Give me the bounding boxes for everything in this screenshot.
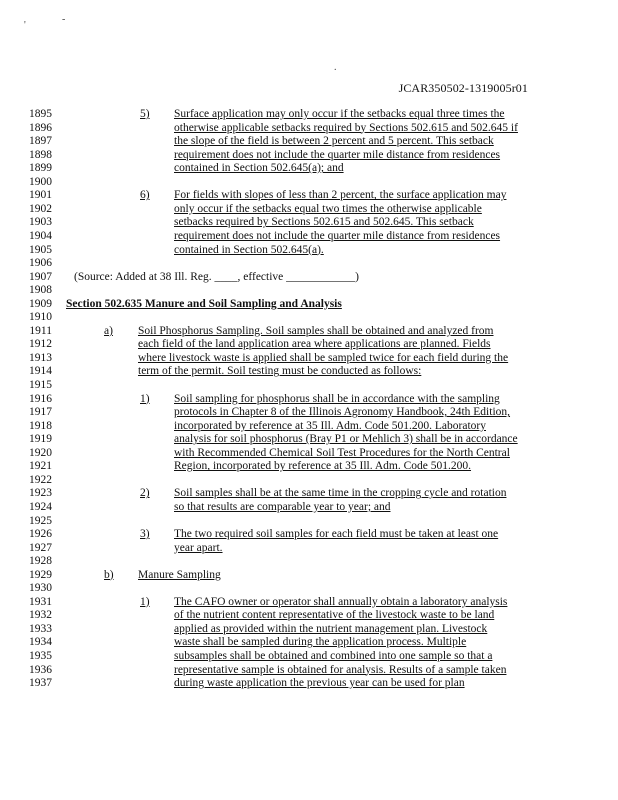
line-number: 1930 bbox=[29, 582, 52, 595]
line-number: 1906 bbox=[29, 257, 52, 270]
line-number: 1910 bbox=[29, 311, 52, 324]
line-number: 1905 bbox=[29, 243, 52, 256]
line-number: 1901 bbox=[29, 189, 52, 202]
line-text: requirement does not include the quarter mile distance from residences bbox=[174, 148, 501, 161]
document-line bbox=[0, 650, 618, 663]
scan-mark: - bbox=[62, 14, 66, 25]
line-text: Region, incorporated by reference at 35 Ill. Adm. Code 501.200. bbox=[174, 460, 472, 473]
line-text: waste shall be sampled during the application process. Multiple bbox=[174, 636, 467, 649]
line-number: 1907 bbox=[29, 270, 52, 283]
item-label: 6) bbox=[140, 189, 150, 202]
line-text: only occur if the setbacks equal two times the otherwise applicable bbox=[174, 202, 482, 215]
document-line bbox=[0, 230, 618, 243]
line-text: otherwise applicable setbacks required by Sections 502.615 and 502.645 if bbox=[174, 121, 518, 134]
line-text: requirement does not include the quarter mile distance from residences bbox=[174, 229, 501, 242]
line-number: 1903 bbox=[29, 216, 52, 229]
document-line bbox=[0, 596, 618, 609]
document-line bbox=[0, 636, 618, 649]
document-line bbox=[0, 515, 618, 528]
document-line bbox=[0, 528, 618, 541]
document-line bbox=[0, 447, 618, 460]
document-line bbox=[0, 623, 618, 636]
line-text: setbacks required by Sections 502.615 and 502.645. This setback bbox=[174, 216, 474, 229]
document-line bbox=[0, 460, 618, 473]
line-number: 1922 bbox=[29, 473, 52, 486]
line-text: applied as provided within the nutrient management plan. Livestock bbox=[174, 622, 488, 635]
line-text: contained in Section 502.645(a); and bbox=[174, 162, 344, 175]
document-line bbox=[0, 582, 618, 595]
document-line bbox=[0, 609, 618, 622]
line-text: each field of the land application area where applications are planned. Fields bbox=[138, 338, 491, 351]
line-text: of the nutrient content representative of the livestock waste to be land bbox=[174, 609, 495, 622]
line-number: 1918 bbox=[29, 419, 52, 432]
document-line bbox=[0, 108, 618, 121]
line-text: analysis for soil phosphorus (Bray P1 or Mehlich 3) shall be in accordance bbox=[174, 433, 518, 446]
document-line bbox=[0, 393, 618, 406]
line-text: protocols in Chapter 8 of the Illinois Agronomy Handbook, 24th Edition, bbox=[174, 406, 511, 419]
document-line bbox=[0, 474, 618, 487]
line-number: 1900 bbox=[29, 175, 52, 188]
line-number: 1897 bbox=[29, 135, 52, 148]
line-number: 1937 bbox=[29, 677, 52, 690]
line-text: so that results are comparable year to year; and bbox=[174, 500, 391, 513]
line-number: 1908 bbox=[29, 284, 52, 297]
line-number: 1904 bbox=[29, 229, 52, 242]
line-text: term of the permit. Soil testing must be conducted as follows: bbox=[138, 365, 422, 378]
document-line bbox=[0, 365, 618, 378]
line-number: 1913 bbox=[29, 351, 52, 364]
document-line bbox=[0, 501, 618, 514]
line-text: For fields with slopes of less than 2 percent, the surface application may bbox=[174, 189, 507, 202]
line-number: 1932 bbox=[29, 609, 52, 622]
section-heading: Section 502.635 Manure and Soil Sampling and Analysis bbox=[66, 297, 342, 310]
line-number: 1914 bbox=[29, 365, 52, 378]
line-number: 1928 bbox=[29, 555, 52, 568]
scan-mark: ' bbox=[24, 20, 26, 31]
item-label: 1) bbox=[140, 595, 150, 608]
document-line bbox=[0, 284, 618, 297]
document-line bbox=[0, 487, 618, 500]
line-text: representative sample is obtained for analysis. Results of a sample taken bbox=[174, 663, 507, 676]
document-line bbox=[0, 352, 618, 365]
document-line bbox=[0, 271, 618, 284]
line-number: 1921 bbox=[29, 460, 52, 473]
line-text: (Source: Added at 38 Ill. Reg. ____, effective ____________) bbox=[74, 270, 359, 283]
line-text: with Recommended Chemical Soil Test Procedures for the North Central bbox=[174, 446, 510, 459]
line-number: 1911 bbox=[29, 324, 52, 337]
document-line bbox=[0, 420, 618, 433]
line-text: year apart. bbox=[174, 541, 223, 554]
line-text: Soil sampling for phosphorus shall be in accordance with the sampling bbox=[174, 392, 500, 405]
document-line bbox=[0, 298, 618, 311]
document-line bbox=[0, 135, 618, 148]
line-number: 1931 bbox=[29, 595, 52, 608]
line-text: The two required soil samples for each field must be taken at least one bbox=[174, 528, 499, 541]
document-line bbox=[0, 122, 618, 135]
document-line bbox=[0, 406, 618, 419]
item-label: b) bbox=[104, 568, 114, 581]
line-number: 1912 bbox=[29, 338, 52, 351]
scan-mark: . bbox=[334, 62, 337, 73]
line-number: 1924 bbox=[29, 500, 52, 513]
line-number: 1920 bbox=[29, 446, 52, 459]
item-label: 1) bbox=[140, 392, 150, 405]
item-label: 2) bbox=[140, 487, 150, 500]
line-text: subsamples shall be obtained and combined into one sample so that a bbox=[174, 650, 493, 662]
document-line bbox=[0, 244, 618, 257]
document-line bbox=[0, 176, 618, 189]
line-number: 1923 bbox=[29, 487, 52, 500]
document-line bbox=[0, 338, 618, 351]
document-line bbox=[0, 379, 618, 392]
line-number: 1916 bbox=[29, 392, 52, 405]
line-text: The CAFO owner or operator shall annually obtain a laboratory analysis bbox=[174, 595, 508, 608]
line-text: where livestock waste is applied shall be sampled twice for each field during the bbox=[138, 351, 509, 364]
line-number: 1919 bbox=[29, 433, 52, 446]
item-label: 5) bbox=[140, 108, 150, 120]
line-number: 1898 bbox=[29, 148, 52, 161]
document-line bbox=[0, 203, 618, 216]
document-line bbox=[0, 677, 618, 690]
line-number: 1935 bbox=[29, 650, 52, 662]
item-label: a) bbox=[104, 324, 113, 337]
document-line bbox=[0, 664, 618, 677]
line-number: 1936 bbox=[29, 663, 52, 676]
document-line bbox=[0, 325, 618, 338]
line-number: 1896 bbox=[29, 121, 52, 134]
document-line bbox=[0, 311, 618, 324]
line-number: 1917 bbox=[29, 406, 52, 419]
line-number: 1934 bbox=[29, 636, 52, 649]
line-number: 1925 bbox=[29, 514, 52, 527]
line-text: incorporated by reference at 35 Ill. Adm. Code 501.200. Laboratory bbox=[174, 419, 486, 432]
line-text: Manure Sampling bbox=[138, 568, 221, 581]
line-text: Surface application may only occur if the setbacks equal three times the bbox=[174, 108, 505, 120]
line-number: 1926 bbox=[29, 528, 52, 541]
document-line bbox=[0, 189, 618, 202]
item-label: 3) bbox=[140, 528, 150, 541]
line-number: 1902 bbox=[29, 202, 52, 215]
line-text: during waste application the previous year can be used for plan bbox=[174, 677, 465, 690]
line-number: 1915 bbox=[29, 379, 52, 391]
document-line bbox=[0, 542, 618, 555]
document-line bbox=[0, 216, 618, 229]
line-number: 1899 bbox=[29, 162, 52, 175]
line-text: Soil samples shall be at the same time in the cropping cycle and rotation bbox=[174, 487, 507, 500]
document-line bbox=[0, 257, 618, 270]
line-text: contained in Section 502.645(a). bbox=[174, 243, 324, 256]
line-text: Soil Phosphorus Sampling. Soil samples shall be obtained and analyzed from bbox=[138, 324, 494, 337]
document-line bbox=[0, 162, 618, 175]
line-number: 1927 bbox=[29, 541, 52, 554]
line-number: 1895 bbox=[29, 108, 52, 120]
line-number: 1929 bbox=[29, 568, 52, 581]
document-line bbox=[0, 569, 618, 582]
document-line bbox=[0, 433, 618, 446]
line-number: 1909 bbox=[29, 297, 52, 310]
line-number: 1933 bbox=[29, 622, 52, 635]
document-header: JCAR350502-1319005r01 bbox=[398, 81, 528, 95]
line-text: the slope of the field is between 2 percent and 5 percent. This setback bbox=[174, 135, 494, 148]
document-line bbox=[0, 149, 618, 162]
document-line bbox=[0, 555, 618, 568]
